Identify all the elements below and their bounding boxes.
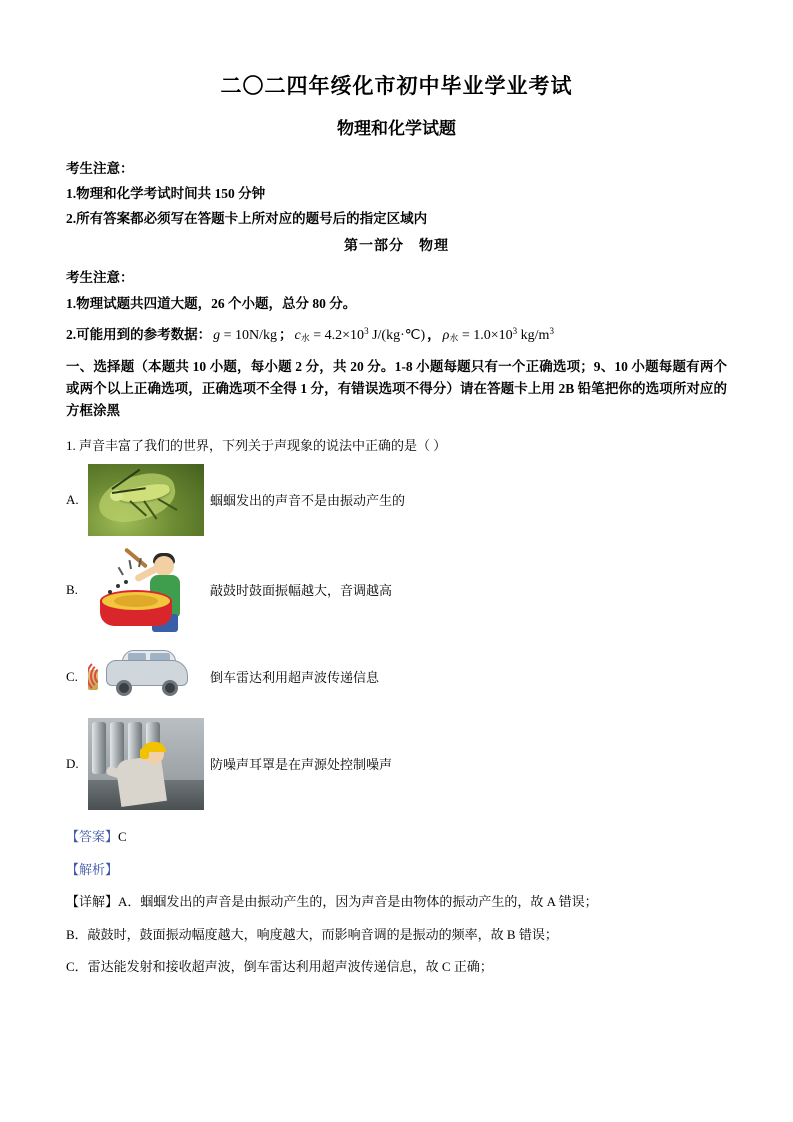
section-one-intro: 一、选择题（本题共 10 小题，每小题 2 分，共 20 分。1-8 小题每题只有一个正确选项；9、10 小题每题有两个或两个以上正确选项，正确选项不全得 1 分，有错误选项不得分）请在答题卡上用 2B 铅笔把你的选项所对应的方框涂黑 — [66, 359, 727, 418]
formula-gravity: g = 10N/kg — [213, 328, 278, 343]
option-d[interactable] — [66, 718, 727, 810]
option-c[interactable] — [66, 644, 727, 710]
option-b-letter: B. — [66, 582, 78, 598]
notice-heading: 考生注意： — [66, 161, 134, 176]
answer-block — [66, 826, 727, 845]
notice2-line-1: 1.物理试题共四道大题，26 个小题，总分 80 分。 — [66, 296, 357, 311]
page-subtitle: 物理和化学试题 — [337, 119, 456, 138]
answer-label: 【答案】 — [66, 829, 119, 845]
option-b[interactable] — [66, 544, 727, 636]
detail-a — [66, 892, 727, 912]
detail-c: C．雷达能发射和接收超声波，倒车雷达利用超声波传递信息，故 C 正确； — [66, 958, 493, 974]
notice2-heading: 考生注意： — [66, 270, 134, 285]
option-b-text: 敲鼓时鼓面振幅越大，音调越高 — [210, 582, 393, 598]
page-title: 二〇二四年绥化市初中毕业学业考试 — [220, 74, 573, 98]
part-title: 第一部分 物理 — [344, 239, 449, 254]
notice-line-1: 1.物理和化学考试时间共 150 分钟 — [66, 186, 266, 201]
option-d-text: 防噪声耳罩是在声源处控制噪声 — [210, 756, 393, 772]
detail-a-text: A．蝈蝈发出的声音是由振动产生的，因为声音是由物体的振动产生的，故 A 错误； — [118, 894, 598, 910]
reference-data-prefix: 2.可能用到的参考数据： — [66, 327, 212, 342]
answer-value: C — [118, 829, 127, 845]
question-1-text: 声音丰富了我们的世界，下列关于声现象的说法中正确的是（ ） — [79, 437, 447, 453]
formula-density: $\rho_水 = 1.0\times 10^3$ $kg/m^3$ — [442, 326, 554, 343]
option-a-text: 蝈蝈发出的声音不是由振动产生的 — [210, 492, 406, 508]
option-c-text: 倒车雷达利用超声波传递信息 — [210, 669, 380, 685]
option-a-letter: A. — [66, 492, 79, 508]
formula-separator-1: ； — [279, 327, 293, 342]
detail-label: 【详解】 — [66, 894, 119, 910]
formula-specific-heat: $c_水 = 4.2\times 10^3$ J/(kg·℃) — [294, 326, 426, 343]
question-1-number: 1. — [66, 437, 76, 453]
car-reversing-radar-illustration-icon — [88, 644, 204, 710]
reference-data-line — [66, 323, 727, 344]
katydid-photo-icon — [88, 464, 204, 536]
option-c-letter: C. — [66, 669, 78, 685]
boy-drum-illustration-icon — [88, 544, 204, 636]
notice-line-2: 2.所有答案都必须写在答题卡上所对应的题号后的指定区域内 — [66, 211, 428, 226]
detail-b: B．敲鼓时，鼓面振动幅度越大，响度越大，而影响音调的是振动的频率，故 B 错误； — [66, 926, 558, 942]
option-d-letter: D. — [66, 756, 79, 772]
formula-separator-2: ， — [427, 327, 441, 342]
factory-worker-earmuffs-photo-icon — [88, 718, 204, 810]
question-1-stem — [66, 436, 727, 457]
analysis-label: 【解析】 — [66, 862, 119, 878]
option-a[interactable] — [66, 464, 727, 536]
